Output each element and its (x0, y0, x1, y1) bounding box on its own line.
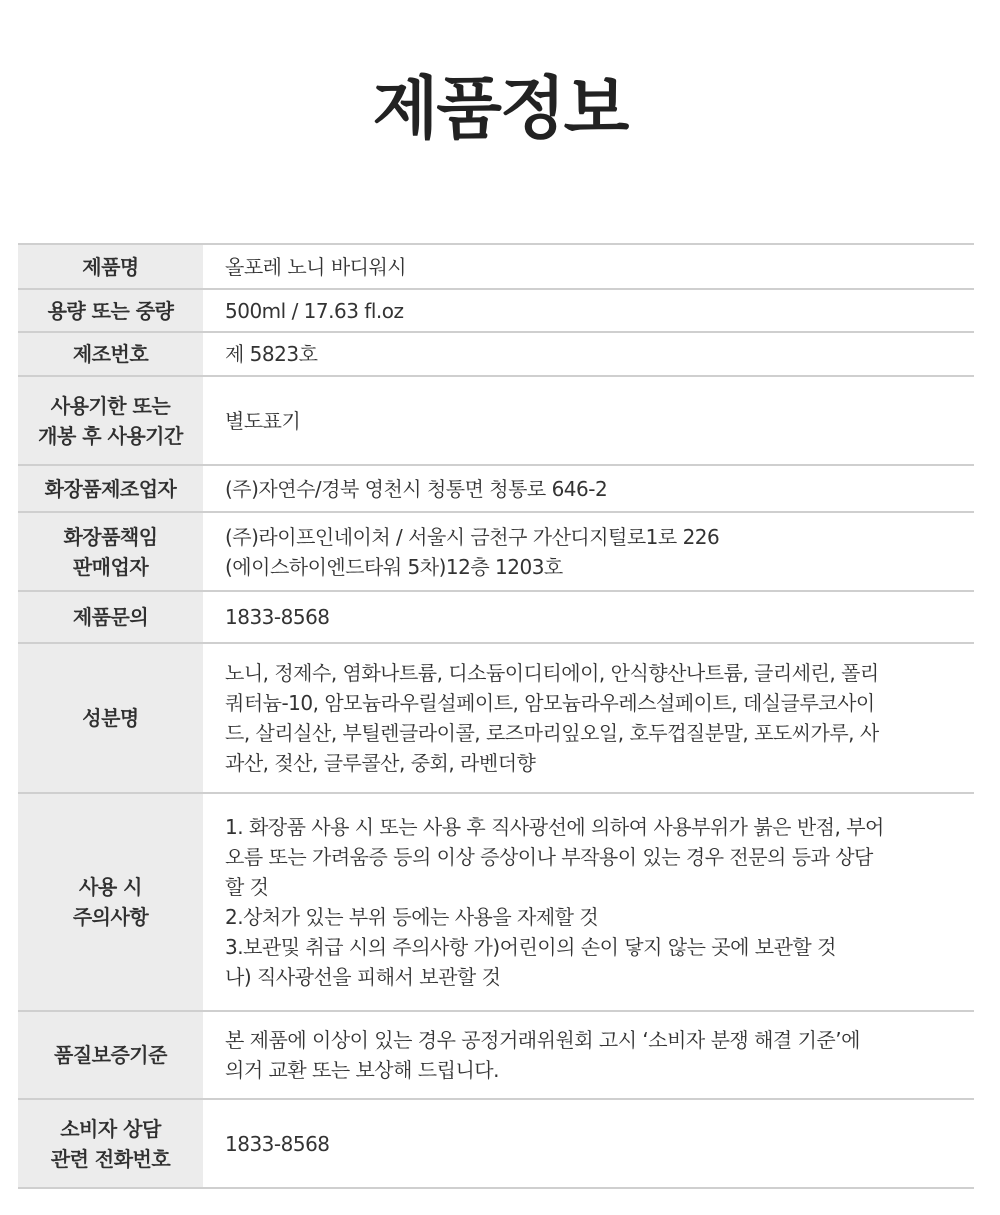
table-row (18, 289, 974, 332)
table-row (18, 591, 974, 643)
table-row (18, 465, 974, 512)
row-label-inquiry: 제품문의 (18, 591, 203, 643)
product-info-table (18, 243, 974, 1189)
row-value-product-name: 올포레 노니 바디워시 (203, 244, 974, 289)
table-row (18, 244, 974, 289)
row-label-manufacturer: 화장품제조업자 (18, 465, 203, 512)
row-label-precautions: 사용 시 주의사항 (18, 793, 203, 1011)
page-title: 제품정보 (372, 70, 628, 149)
row-value-distributor: (주)라이프인네이처 / 서울시 금천구 가산디지털로1로 226 (에이스하이엔드타워 5차)12층 1203호 (203, 512, 974, 591)
row-label-product-name: 제품명 (18, 244, 203, 289)
row-value-lot-number: 제 5823호 (203, 332, 974, 376)
row-value-inquiry: 1833-8568 (203, 591, 974, 643)
row-value-volume: 500ml / 17.63 fl.oz (203, 289, 974, 332)
row-label-quality-warranty: 품질보증기준 (18, 1011, 203, 1099)
row-label-expiry: 사용기한 또는 개봉 후 사용기간 (18, 376, 203, 465)
row-label-ingredients: 성분명 (18, 643, 203, 793)
table-row (18, 512, 974, 591)
table-row (18, 1011, 974, 1099)
row-label-volume: 용량 또는 중량 (18, 289, 203, 332)
row-label-consumer-phone: 소비자 상담 관련 전화번호 (18, 1099, 203, 1188)
row-value-quality-warranty: 본 제품에 이상이 있는 경우 공정거래위원회 고시 ‘소비자 분쟁 해결 기준’에 의거 교환 또는 보상해 드립니다. (203, 1011, 974, 1099)
row-label-lot-number: 제조번호 (18, 332, 203, 376)
row-label-distributor: 화장품책임 판매업자 (18, 512, 203, 591)
table-row (18, 1099, 974, 1188)
row-value-manufacturer: (주)자연수/경북 영천시 청통면 청통로 646-2 (203, 465, 974, 512)
row-value-consumer-phone: 1833-8568 (203, 1099, 974, 1188)
table-row (18, 793, 974, 1011)
table-row (18, 332, 974, 376)
table-row (18, 376, 974, 465)
table-row (18, 643, 974, 793)
row-value-precautions: 1. 화장품 사용 시 또는 사용 후 직사광선에 의하여 사용부위가 붉은 반점, 부어 오름 또는 가려움증 등의 이상 증상이나 부작용이 있는 경우 전문의 등과 상담 할 것 2.상처가 있는 부위 등에는 사용을 자제할 것 3.보관및 취급 시의 주의사항 가)어린이의 손이 닿지 않는 곳에 보관할 것 나) 직사광선을 피해서 보관할 것 (203, 793, 974, 1011)
row-value-ingredients: 노니, 정제수, 염화나트륨, 디소듐이디티에이, 안식향산나트륨, 글리세린, 폴리 쿼터늄-10, 암모늄라우릴설페이트, 암모늄라우레스설페이트, 데실글루코사이 드, 살리실산, 부틸렌글라이콜, 로즈마리잎오일, 호두껍질분말, 포도씨가루, 사 과산, 젖산, 글루콜산, 중회, 라벤더향 (203, 643, 974, 793)
row-value-expiry: 별도표기 (203, 376, 974, 465)
